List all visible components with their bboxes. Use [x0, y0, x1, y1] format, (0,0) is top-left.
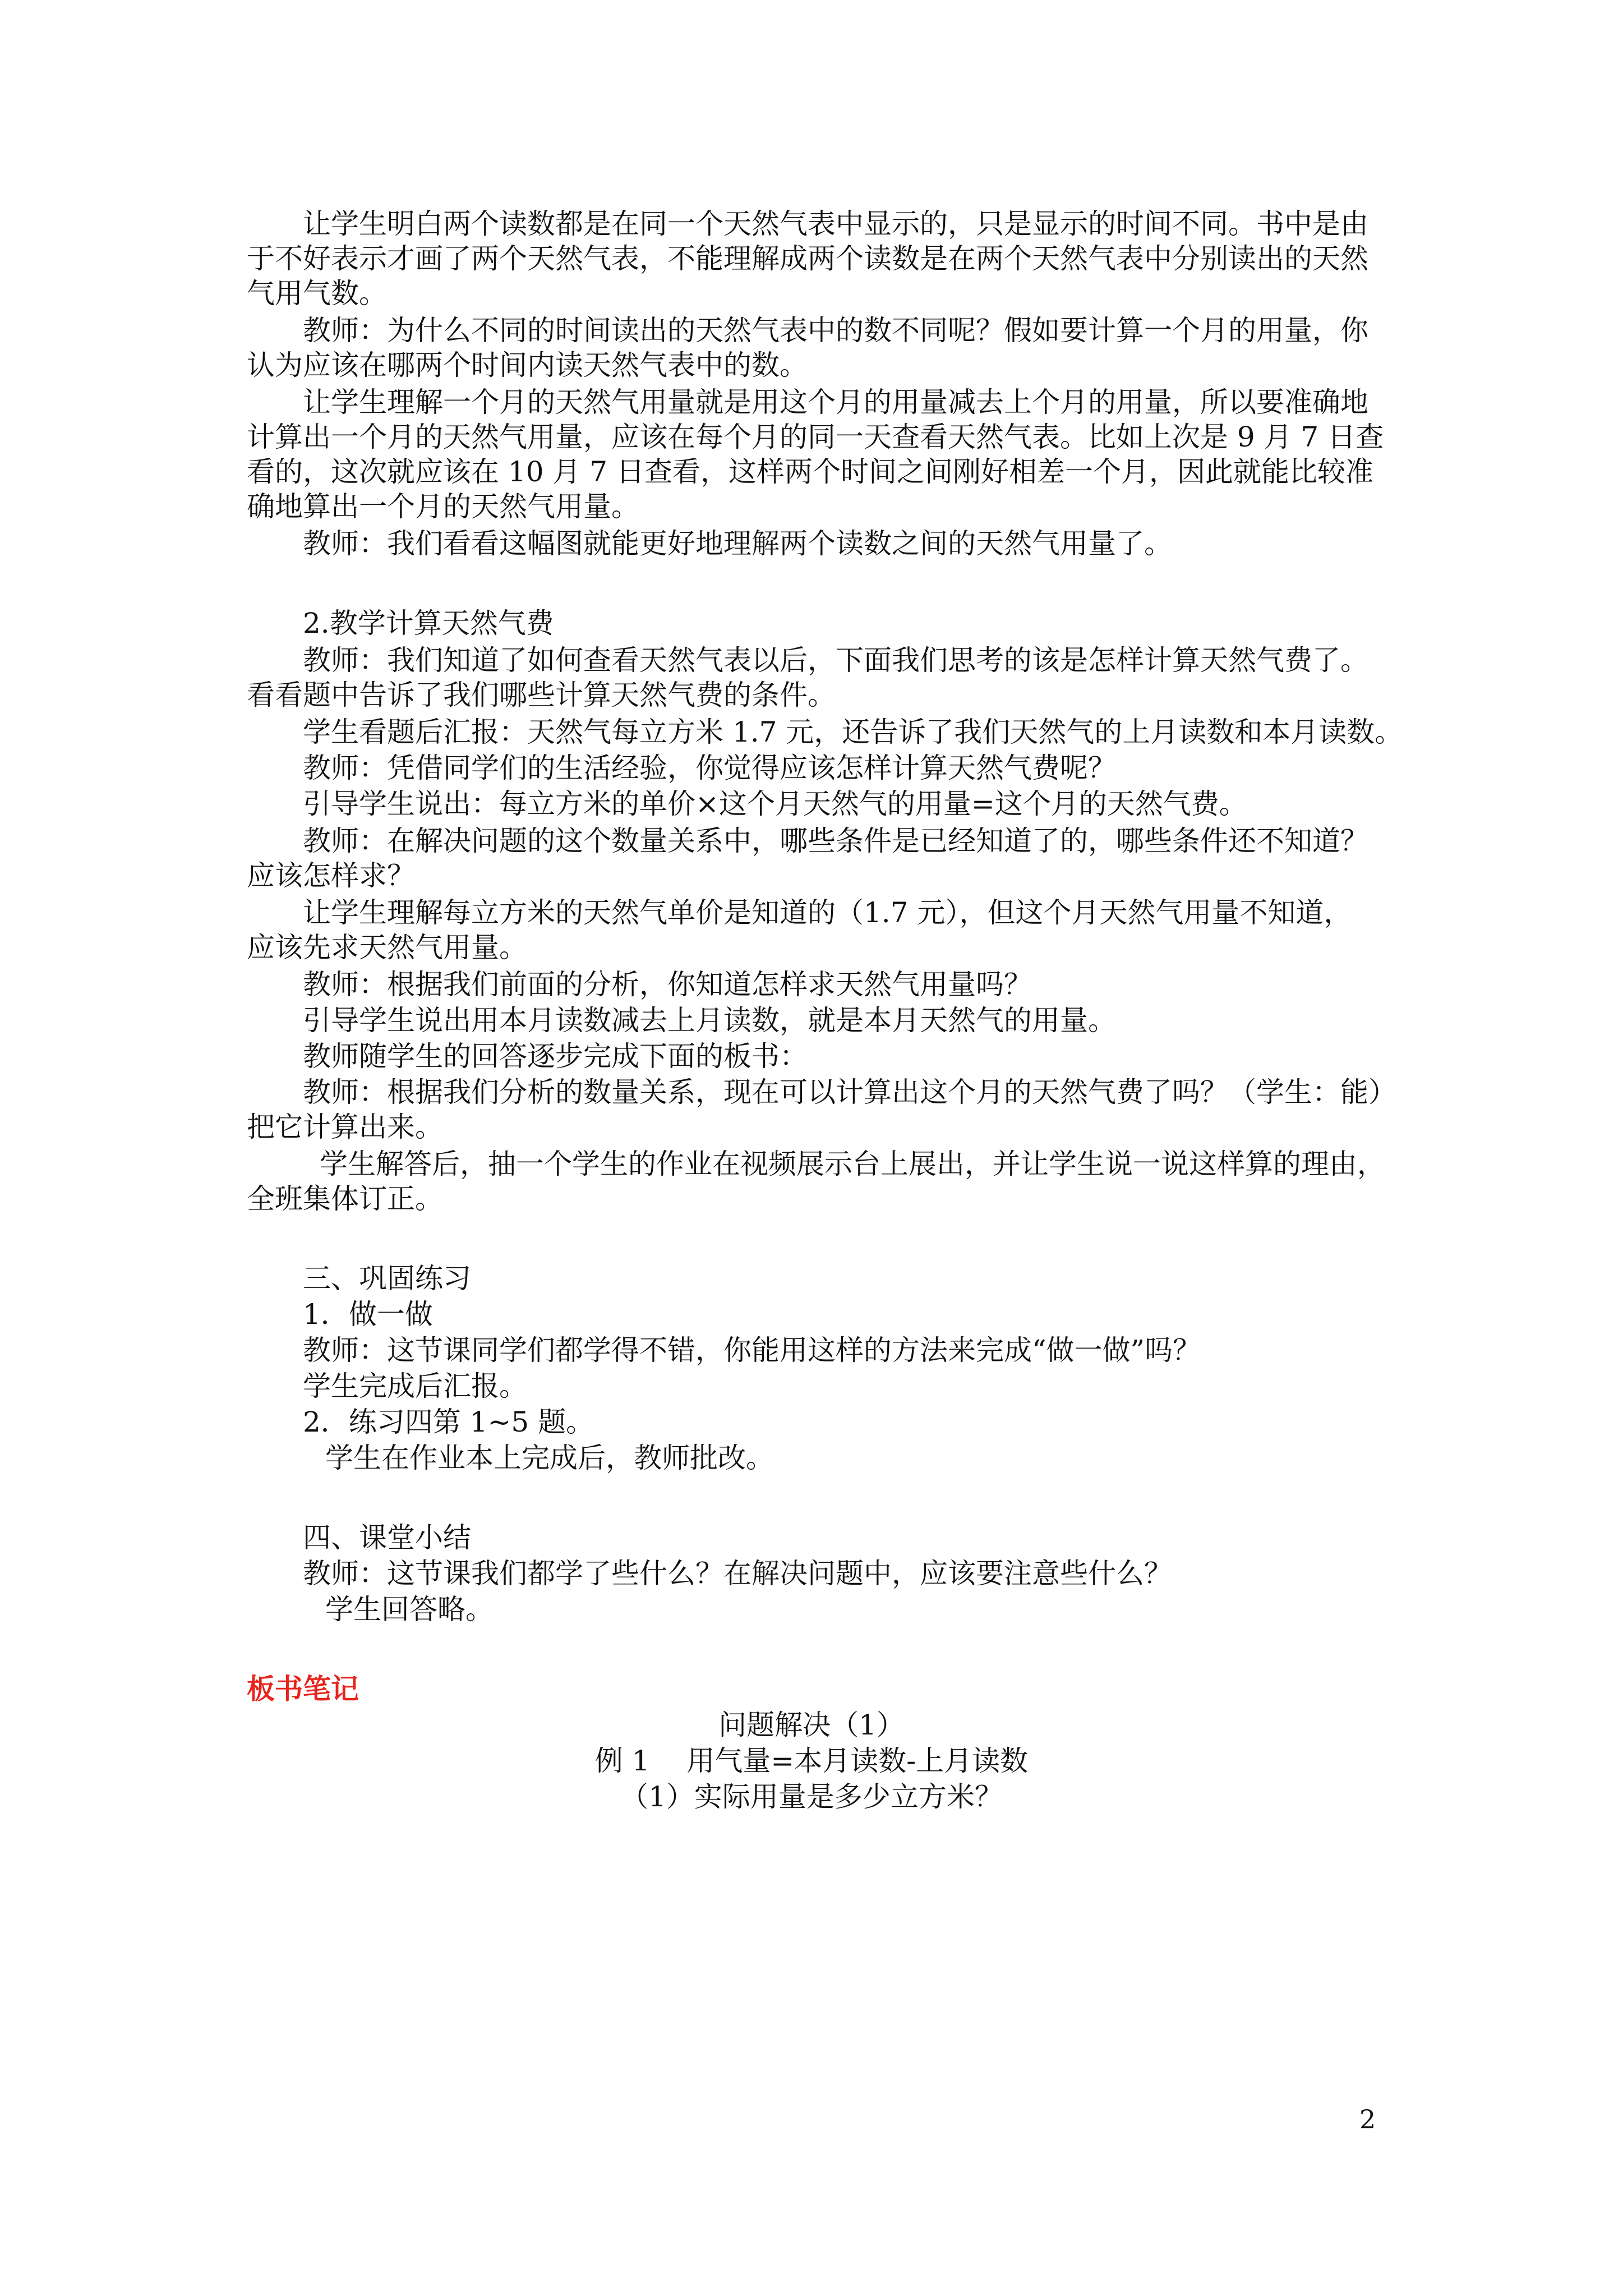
paragraph-line: 教师：为什么不同的时间读出的天然气表中的数不同呢？假如要计算一个月的用量，你 — [303, 314, 1368, 347]
paragraph-line: 教师：根据我们前面的分析，你知道怎样求天然气用量吗？ — [303, 968, 1032, 1001]
paragraph-line: 教师：根据我们分析的数量关系，现在可以计算出这个月的天然气费了吗？（学生：能） — [303, 1076, 1396, 1108]
paragraph-line: 气用气数。 — [247, 277, 387, 310]
board-question: （1）实际用量是多少立方米？ — [620, 1780, 1003, 1813]
paragraph-line: 确地算出一个月的天然气用量。 — [247, 490, 639, 523]
paragraph-line: 教师：我们看看这幅图就能更好地理解两个读数之间的天然气用量了。 — [303, 527, 1172, 560]
paragraph-line: 教师：这节课同学们都学得不错，你能用这样的方法来完成“做一做”吗？ — [303, 1334, 1201, 1366]
paragraph-line: 让学生理解每立方米的天然气单价是知道的（1.7 元），但这个月天然气用量不知道， — [303, 896, 1352, 929]
subsection-heading: 1．做一做 — [303, 1298, 433, 1331]
paragraph-line: 于不好表示才画了两个天然气表，不能理解成两个读数是在两个天然气表中分别读出的天然 — [247, 242, 1368, 275]
paragraph-line: 引导学生说出用本月读数减去上月读数，就是本月天然气的用量。 — [303, 1004, 1116, 1037]
board-example: 例 1 用气量=本月读数-上月读数 — [594, 1745, 1029, 1777]
paragraph-line: 引导学生说出：每立方米的单价×这个月天然气的用量=这个月的天然气费。 — [303, 788, 1247, 820]
page-number: 2 — [1359, 2104, 1376, 2134]
board-notes-heading: 板书笔记 — [247, 1672, 359, 1705]
paragraph-line: 认为应该在哪两个时间内读天然气表中的数。 — [247, 349, 808, 381]
paragraph-line: 学生看题后汇报：天然气每立方米 1.7 元，还告诉了我们天然气的上月读数和本月读数。 — [303, 716, 1403, 748]
paragraph-line: 教师：这节课我们都学了些什么？在解决问题中，应该要注意些什么？ — [303, 1557, 1172, 1590]
paragraph-line: 教师：我们知道了如何查看天然气表以后，下面我们思考的该是怎样计算天然气费了。 — [303, 644, 1368, 677]
paragraph-line: 计算出一个月的天然气用量，应该在每个月的同一天查看天然气表。比如上次是 9 月 7 日查 — [247, 421, 1384, 453]
section-heading: 四、课堂小结 — [303, 1521, 471, 1554]
paragraph-line: 学生完成后汇报。 — [303, 1370, 527, 1402]
board-title: 问题解决（1） — [718, 1709, 905, 1741]
paragraph-line: 看看题中告诉了我们哪些计算天然气费的条件。 — [247, 679, 836, 711]
paragraph-line: 应该怎样求？ — [247, 859, 415, 892]
subsection-heading: 2．练习四第 1~5 题。 — [303, 1406, 594, 1438]
paragraph-line: 学生在作业本上完成后，教师批改。 — [325, 1442, 774, 1474]
paragraph-line: 应该先求天然气用量。 — [247, 931, 527, 964]
paragraph-line: 教师：凭借同学们的生活经验，你觉得应该怎样计算天然气费呢？ — [303, 752, 1116, 784]
paragraph-line: 学生解答后，抽一个学生的作业在视频展示台上展出，并让学生说一说这样算的理由， — [320, 1148, 1385, 1180]
paragraph-line: 把它计算出来。 — [247, 1111, 443, 1143]
paragraph-line: 看的，这次就应该在 10 月 7 日查看，这样两个时间之间刚好相差一个月，因此就能比较准 — [247, 455, 1374, 488]
section-heading: 三、巩固练习 — [303, 1262, 471, 1295]
paragraph-line: 教师：在解决问题的这个数量关系中，哪些条件是已经知道了的，哪些条件还不知道？ — [303, 825, 1368, 857]
paragraph-line: 教师随学生的回答逐步完成下面的板书： — [303, 1040, 808, 1073]
paragraph-line: 让学生理解一个月的天然气用量就是用这个月的用量减去上个月的用量，所以要准确地 — [303, 386, 1368, 418]
paragraph-line: 全班集体订正。 — [247, 1182, 443, 1215]
paragraph-line: 学生回答略。 — [325, 1593, 494, 1626]
section-heading: 2.教学计算天然气费 — [303, 607, 554, 639]
paragraph-line: 让学生明白两个读数都是在同一个天然气表中显示的，只是显示的时间不同。书中是由 — [303, 208, 1368, 240]
